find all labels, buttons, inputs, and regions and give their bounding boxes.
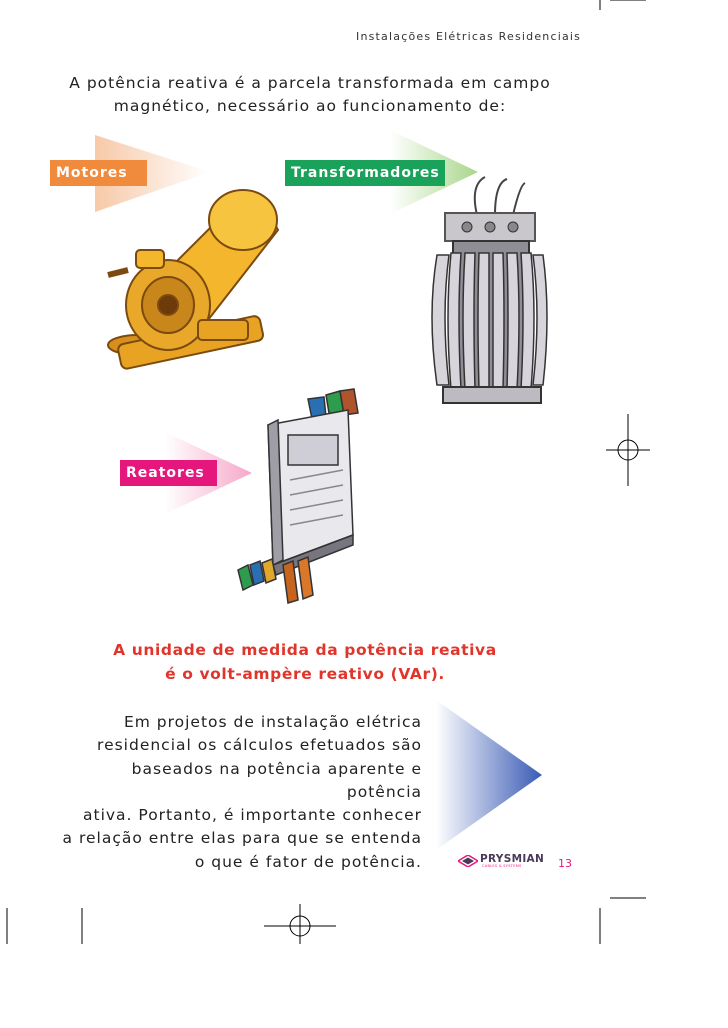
body-line-5: a relação entre elas para que se entenda bbox=[62, 829, 422, 848]
motor-illustration bbox=[98, 180, 293, 385]
reactor-illustration bbox=[228, 385, 368, 610]
highlight-statement bbox=[90, 638, 520, 686]
body-line-6: o que é fator de potência. bbox=[194, 852, 422, 871]
brand-name: PRYSMIAN bbox=[480, 853, 545, 865]
intro-line-2: magnético, necessário ao funcionamento de: bbox=[113, 97, 507, 115]
body-line-3: baseados na potência aparente e potência bbox=[131, 759, 422, 801]
label-transformadores: Transformadores bbox=[285, 160, 445, 186]
intro-line-1: A potência reativa é a parcela transformada em campo bbox=[69, 74, 551, 92]
blue-arrow bbox=[436, 700, 542, 850]
running-header: Instalações Elétricas Residenciais bbox=[356, 30, 582, 43]
page-number: 13 bbox=[558, 857, 572, 870]
brand-logo bbox=[458, 853, 545, 869]
prysmian-logo-icon bbox=[458, 855, 478, 867]
label-motores: Motores bbox=[50, 160, 147, 186]
highlight-line-1: A unidade de medida da potência reativa bbox=[113, 641, 497, 659]
brand-tagline: CABLES & SYSTEMS bbox=[482, 864, 522, 868]
transformer-illustration bbox=[425, 175, 553, 415]
body-paragraph bbox=[60, 711, 422, 874]
body-line-4: ativa. Portanto, é importante conhecer bbox=[83, 806, 422, 825]
label-reatores: Reatores bbox=[120, 460, 217, 486]
highlight-line-2: é o volt-ampère reativo (VAr). bbox=[165, 665, 445, 683]
body-line-2: residencial os cálculos efetuados são bbox=[97, 736, 422, 755]
body-line-1: Em projetos de instalação elétrica bbox=[123, 713, 422, 731]
